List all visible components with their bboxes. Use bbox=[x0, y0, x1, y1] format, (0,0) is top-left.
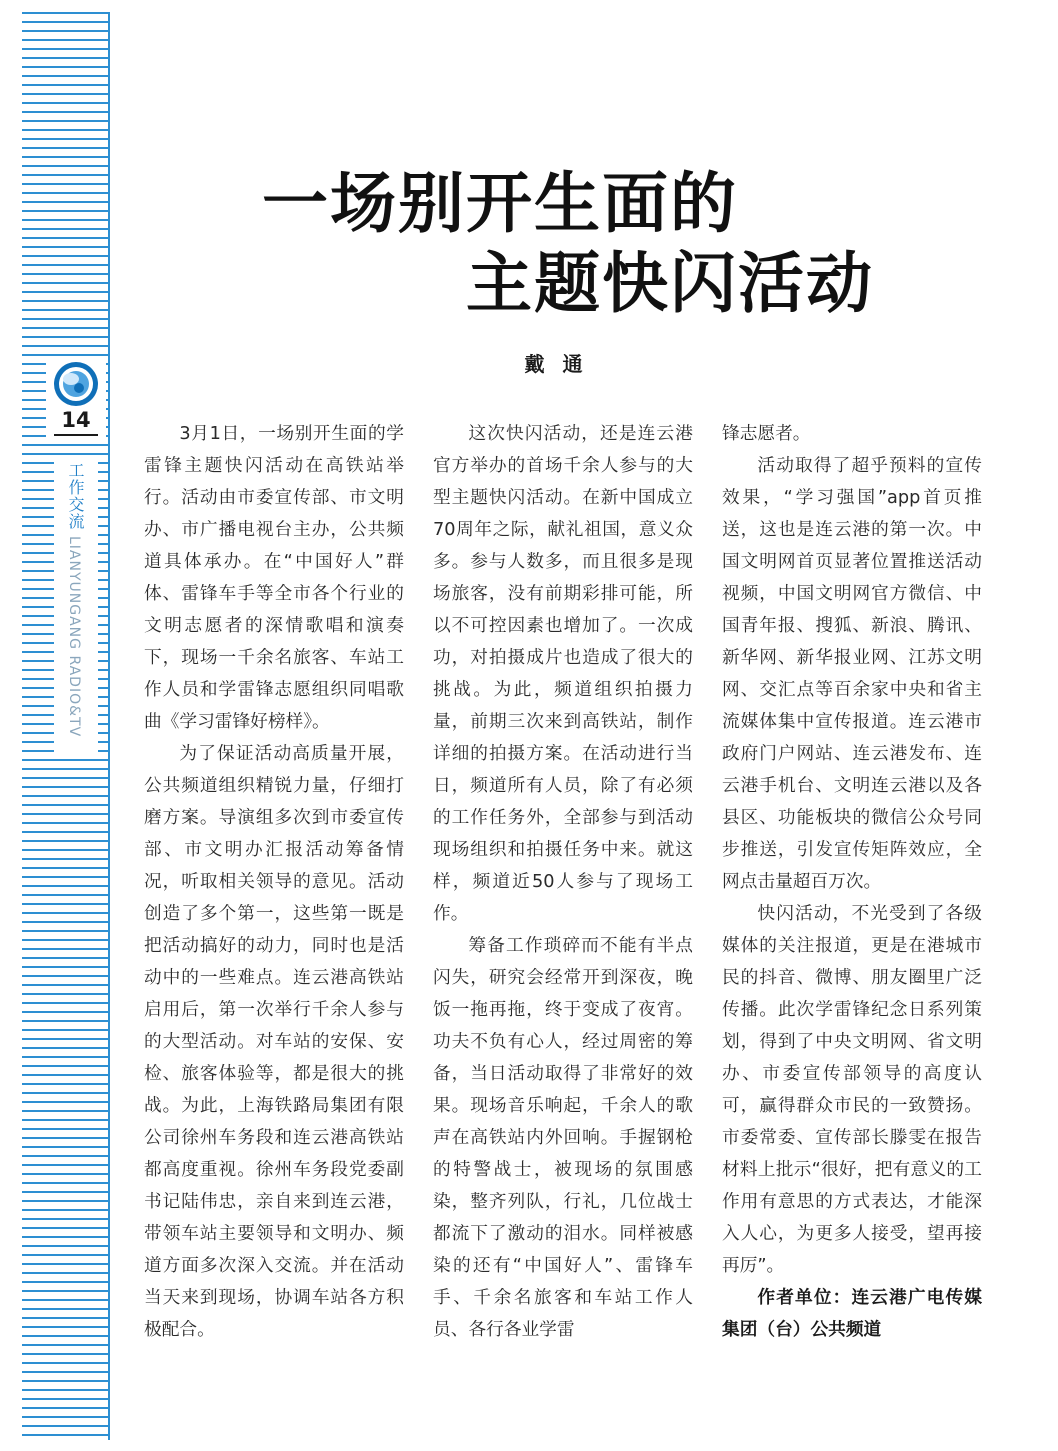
article-author: 戴通 bbox=[524, 352, 601, 376]
paragraph-3: 这次快闪活动，还是连云港官方举办的首场千余人参与的大型主题快闪活动。在新中国成立70周年之际，献礼祖国，意义众多。参与人数多，而且很多是现场旅客，没有前期彩排可能，所以不可控因素也增加了。一次成功，对拍摄成片也造成了很大的挑战。为此，频道组织拍摄力量，前期三次来到高铁站，制作详细的拍摄方案。在活动进行当日，频道所有人员，除了有必须的工作任务外，全部参与到活动现场组织和拍摄任务中来。就这样，频道近50人参与了现场工作。 bbox=[433, 424, 693, 924]
article-title-line2: 主题快闪活动 bbox=[466, 245, 874, 322]
paragraph-1: 3月1日，一场别开生面的学雷锋主题快闪活动在高铁站举行。活动由市委宣传部、市文明办、市广播电视台主办，公共频道具体承办。在“中国好人”群体、雷锋车手等全市各个行业的文明志愿者的深情歌唱和演奏下，现场一千余名旅客、车站工作人员和学雷锋志愿组织同唱歌曲《学习雷锋好榜样》。 bbox=[144, 424, 404, 732]
paragraph-4-continued: 锋志愿者。 bbox=[722, 424, 811, 444]
section-label-en: LIANYUNGANG RADIO&TV bbox=[66, 536, 82, 738]
section-label-cn: 工作交流 bbox=[66, 462, 85, 530]
paragraph-4: 筹备工作琐碎而不能有半点闪失，研究会经常开到深夜，晚饭一拖再拖，终于变成了夜宵。功夫不负有心人，经过周密的筹备，当日活动取得了非常好的效果。现场音乐响起，千余人的歌声在高铁站内外回响。手握钢枪的特警战士，被现场的氛围感染，整齐列队，行礼，几位战士都流下了激动的泪水。同样被感染的还有“中国好人”、雷锋车手、千余名旅客和车站工作人员、各行各业学雷 bbox=[433, 936, 693, 1340]
station-logo-icon bbox=[52, 360, 100, 408]
text-column-3 bbox=[722, 418, 982, 1346]
page-number: 14 bbox=[46, 408, 106, 432]
section-label bbox=[54, 458, 98, 758]
paragraph-5: 活动取得了超乎预料的宣传效果，“学习强国”app首页推送，这也是连云港的第一次。中国文明网首页显著位置推送活动视频，中国文明网官方微信、中国青年报、搜狐、新浪、腾讯、新华网、新华报业网、江苏文明网、交汇点等百余家中央和省主流媒体集中宣传报道。连云港市政府门户网站、连云港发布、连云港手机台、文明连云港以及各县区、功能板块的微信公众号同步推送，引发宣传矩阵效应，全网点击量超百万次。 bbox=[722, 456, 982, 892]
page-marker bbox=[46, 356, 106, 444]
text-column-2 bbox=[433, 418, 693, 1346]
article-title-line1: 一场别开生面的 bbox=[262, 165, 738, 242]
stripe-edge-line bbox=[108, 12, 110, 1440]
author-affiliation: 作者单位：连云港广电传媒集团（台）公共频道 bbox=[722, 1288, 982, 1340]
paragraph-6: 快闪活动，不光受到了各级媒体的关注报道，更是在港城市民的抖音、微博、朋友圈里广泛传播。此次学雷锋纪念日系列策划，得到了中央文明网、省文明办、市委宣传部领导的高度认可，赢得群众市民的一致赞扬。市委常委、宣传部长滕雯在报告材料上批示“很好，把有意义的工作用有意思的方式表达，才能深入人心，为更多人接受，望再接再厉”。 bbox=[722, 904, 982, 1276]
text-column-1 bbox=[144, 418, 404, 1346]
paragraph-2: 为了保证活动高质量开展，公共频道组织精锐力量，仔细打磨方案。导演组多次到市委宣传部、市文明办汇报活动筹备情况，听取相关领导的意见。活动创造了多个第一，这些第一既是把活动搞好的动力，同时也是活动中的一些难点。连云港高铁站启用后，第一次举行千余人参与的大型活动。对车站的安保、安检、旅客体验等，都是很大的挑战。为此，上海铁路局集团有限公司徐州车务段和连云港高铁站都高度重视。徐州车务段党委副书记陆伟忠，亲自来到连云港，带领车站主要领导和文明办、频道方面多次深入交流。并在活动当天来到现场，协调车站各方积极配合。 bbox=[144, 744, 404, 1340]
